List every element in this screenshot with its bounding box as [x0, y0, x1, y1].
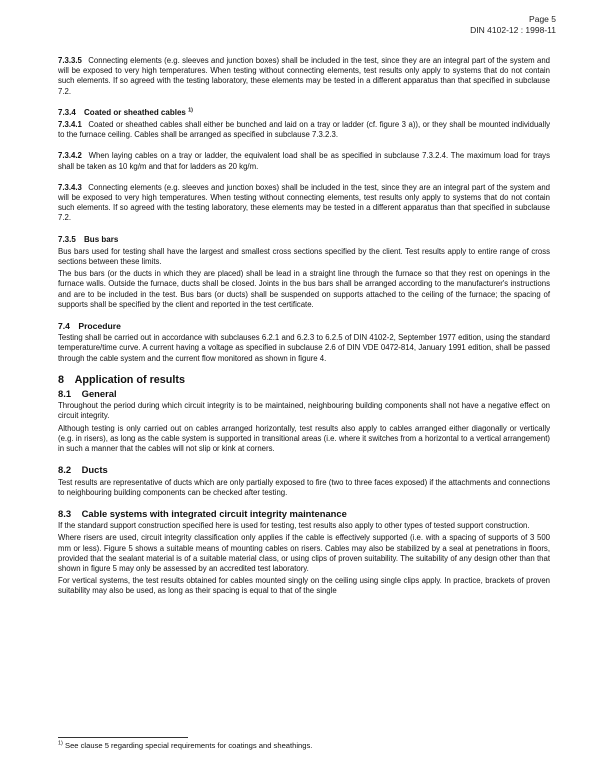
clause-number: 7.3.4.2 [58, 151, 82, 161]
document-id: DIN 4102-12 : 1998-11 [470, 25, 556, 35]
footnote-divider [58, 737, 188, 738]
heading-number: 8.3 [58, 507, 72, 519]
footnote [58, 741, 312, 751]
heading-8-3 [58, 509, 550, 519]
heading-number: 8 [58, 373, 65, 386]
paragraph: The bus bars (or the ducts in which they are placed) shall be lead in a straight line through the furnace so that they rest on openings in the furnace walls. Outside the furnace, ducts shall be closed. Joints in the bus bars shall be arranged according to the manufacturer's instructions and are to be included in the test. Bus bars (or ducts) shall be suspended on supports attached to the ceiling of the furnace; the spacing of supports shall be specified by the client and reported in the test certificate. [58, 269, 550, 309]
heading-number: 7.3.5 [58, 234, 76, 244]
clause-7-3-4-1 [58, 120, 550, 140]
footnote-mark: 1) [58, 740, 63, 747]
heading-7-4 [58, 321, 550, 331]
paragraph: Where risers are used, circuit integrity classification only applies if the cable is effectively supported (i.e. with a spacing of supports of 3 500 mm or less). Figure 5 shows a suitable means of mounting cables on risers. Cables may also be stabilized by a seal at penetrations in floors, provided that the sealant material is of a suitable material class, or using clips of proven suitability. The suitability of any design other than that shown in figure 5 may only be assessed by an accredited test laboratory. [58, 533, 550, 573]
page-header [470, 14, 556, 36]
heading-title: Cable systems with integrated circuit integrity maintenance [81, 507, 347, 519]
heading-title: Bus bars [84, 234, 119, 244]
clause-number: 7.3.4.1 [58, 120, 82, 130]
clause-text: Coated or sheathed cables shall either be bunched and laid on a tray or ladder (cf. figure 3 a)), or they shall be mounted individually to the furnace ceiling. Cables shall be arranged as specified in subclause 7.3.2.3. [58, 120, 550, 140]
clause-text: When laying cables on a tray or ladder, the equivalent load shall be as specified in subclause 7.3.2.4. The maximum load for trays shall be taken as 10 kg/m and that for ladders as 20 kg/m. [58, 151, 550, 171]
clause-text: Connecting elements (e.g. sleeves and junction boxes) shall be included in the test, since they are an integral part of the system and will be exposed to very high temperatures. When testing without connecting elements, test results only apply to systems that do not contain such elements. If so agreed with the testing laboratory, these elements may be tested in a different apparatus than that specified in subclause 7.2. [58, 182, 551, 223]
paragraph: Throughout the period during which circuit integrity is to be maintained, neighbouring building components shall not have a negative effect on circuit integrity. [58, 401, 550, 421]
paragraph: Test results are representative of ducts which are only partially exposed to fire (two to three faces exposed) if the attachments and connections to neighbouring building components can be checked after testing. [58, 477, 550, 497]
heading-title: Procedure [78, 321, 121, 332]
clause-number: 7.3.4.3 [58, 182, 82, 192]
paragraph: Bus bars used for testing shall have the largest and smallest cross sections specified by the client. Test results apply to entire range of cross sections between these limits. [58, 246, 550, 267]
footnote-text: See clause 5 regarding special requirements for coatings and sheathings. [65, 741, 313, 750]
paragraph: Although testing is only carried out on cables arranged horizontally, test results also apply to cables arranged either diagonally or vertically (e.g. in risers), as long as the cable system is supported in transitional areas (i.e. where it switches from a horizontal to a vertical arrangement) in such a manner that the cables will not slip or kink at corners. [58, 423, 550, 454]
heading-title: General [81, 388, 117, 400]
page-number: Page 5 [529, 14, 556, 24]
footnote-reference: 1) [188, 107, 193, 114]
heading-7-3-5 [58, 235, 550, 245]
paragraph: If the standard support construction specified here is used for testing, test results also apply to other types of tested support construction. [58, 521, 530, 531]
body-content [58, 56, 550, 608]
heading-7-3-4 [58, 108, 550, 118]
heading-title: Ducts [81, 464, 108, 476]
paragraph: Testing shall be carried out in accordance with subclauses 6.2.1 and 6.2.3 to 6.2.5 of DIN 4102-2, September 1977 edition, using the standard temperature/time curve. A current having a voltage as specified in subclause 2.6 of DIN VDE 0472-814, January 1991 edition, shall be passed through the cable system and the current flow monitored as shown in figure 4. [58, 333, 550, 363]
heading-number: 8.2 [58, 464, 72, 476]
heading-8-2 [58, 465, 550, 475]
clause-text: Connecting elements (e.g. sleeves and junction boxes) shall be included in the test, since they are an integral part of the system and will be exposed to very high temperatures. When testing without connecting elements, test results only apply to systems that do not contain such elements. If so agreed with the testing laboratory, these elements may be tested in a different apparatus than that specified in subclause 7.2. [58, 56, 551, 96]
clause-number: 7.3.3.5 [58, 56, 82, 65]
heading-number: 8.1 [58, 388, 72, 400]
heading-number: 7.4 [58, 321, 70, 332]
heading-title: Application of results [74, 373, 186, 386]
clause-7-3-4-2 [58, 151, 550, 171]
heading-number: 7.3.4 [58, 107, 76, 117]
heading-8 [58, 375, 550, 385]
heading-8-1 [58, 389, 550, 399]
heading-title: Coated or sheathed cables [84, 107, 186, 117]
clause-7-3-3-5 [58, 56, 550, 97]
clause-7-3-4-3 [58, 183, 550, 224]
paragraph: For vertical systems, the test results obtained for cables mounted singly on the ceiling using single clips apply. In practice, brackets of proven suitability may also be used, as long as their spacing is equal to that of the single [58, 576, 550, 596]
